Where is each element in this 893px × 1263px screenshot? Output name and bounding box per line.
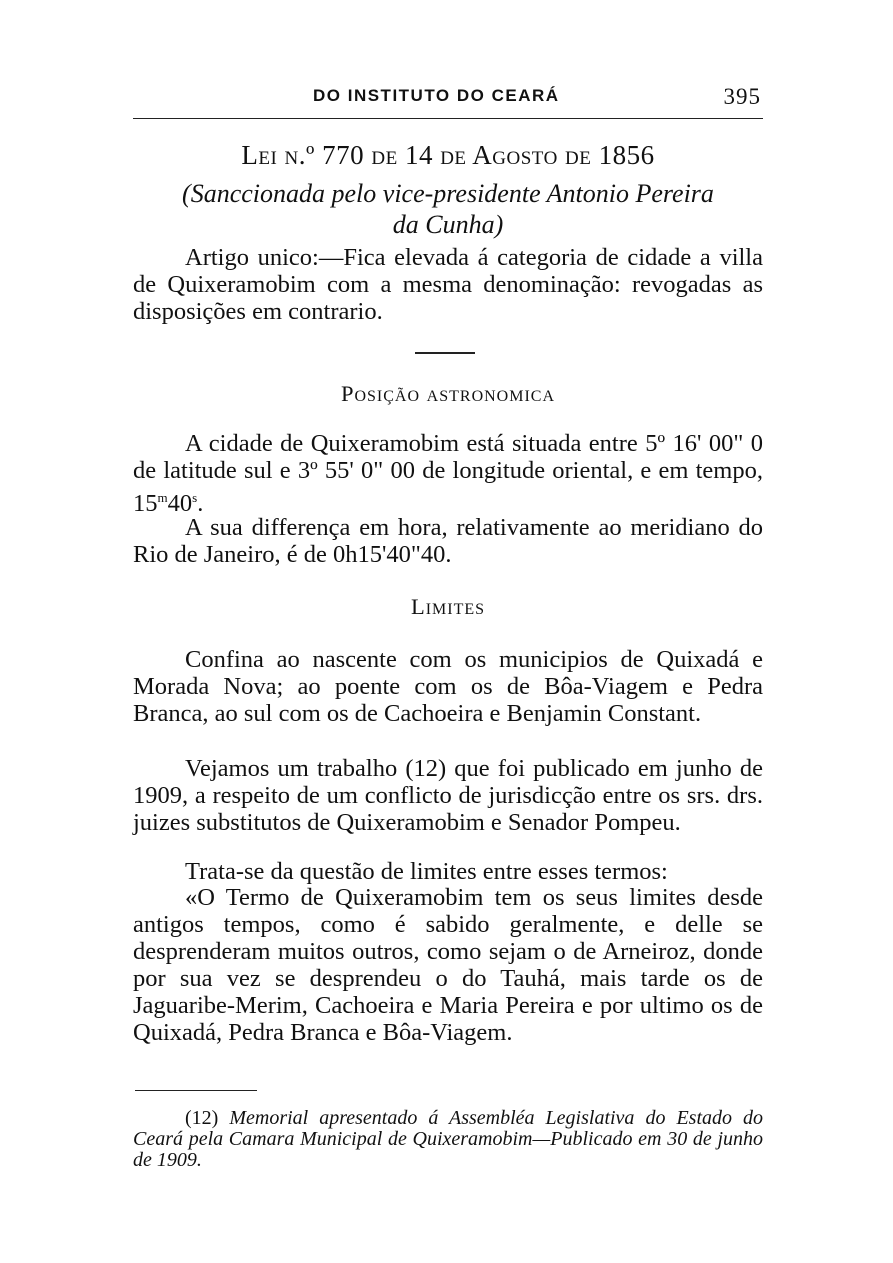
limits-paragraph-4: «O Termo de Quixeramobim tem os seus limites desde antigos tempos, como é sabido geralmente, e delle se desprenderam muitos outros, como sejam o de Arneiroz, donde por sua vez se desprendeu o do Tauhá, mais tarde os de Jaguaribe-Merim, Cachoeira e Maria Pereira e por ultimo os de Quixadá, Pedra Branca e Bôa-Viagem. [133, 884, 763, 1046]
sanction-line-2: da Cunha) [392, 210, 504, 239]
law-title: Lei n.º 770 de 14 de Agosto de 1856 [241, 140, 655, 170]
limits-paragraph-3: Trata-se da questão de limites entre esses termos: [185, 858, 668, 885]
minutes-unit: m [157, 490, 168, 505]
astronomic-paragraph-2: A sua differença em hora, relativamente ao meridiano do Rio de Janeiro, é de 0h15'40"40. [133, 514, 763, 568]
running-title: DO INSTITUTO DO CEARÁ [313, 86, 560, 105]
law-article: Artigo unico:—Fica elevada á categoria de cidade a villa de Quixeramobim com a mesma denominação: revogadas as disposições em contrario. [133, 244, 763, 325]
limits-paragraph-2: Vejamos um trabalho (12) que foi publicado em junho de 1909, a respeito de um conflicto de jurisdicção entre os srs. drs. juizes substitutos de Quixeramobim e Senador Pompeu. [133, 755, 763, 836]
astronomic-p1-text: A cidade de Quixeramobim está situada entre 5º 16' 00" 0 de latitude sul e 3º 55' 0" 00 de longitude oriental, e em tempo, 15 [133, 430, 763, 518]
astronomic-p1-seconds: 40 [167, 490, 193, 518]
footnote-rule [135, 1090, 257, 1091]
page-header [133, 86, 763, 119]
section-divider [415, 352, 475, 354]
footnote-number: (12) [185, 1107, 219, 1129]
limits-paragraph-1: Confina ao nascente com os municipios de Quixadá e Morada Nova; ao poente com os de Bôa-Viagem e Pedra Branca, ao sul com os de Cachoeira e Benjamin Constant. [133, 646, 763, 727]
page-number: 395 [723, 84, 761, 109]
seconds-unit: s [192, 490, 198, 505]
sanction-note [133, 178, 763, 240]
footnote [133, 1108, 763, 1171]
astronomic-heading: Posição astronomica [340, 381, 556, 406]
astronomic-p1-end: . [197, 490, 204, 518]
footnote-text: Memorial apresentado á Assembléa Legislativa do Estado do Ceará pela Camara Municipal de Quixeramobim—Publicado em 30 de junho de 1909. [133, 1107, 764, 1171]
sanction-line-1: (Sanccionada pelo vice-presidente Antonio Pereira [182, 179, 714, 208]
limits-heading: Limites [410, 594, 486, 619]
astronomic-paragraph-1 [133, 430, 763, 517]
